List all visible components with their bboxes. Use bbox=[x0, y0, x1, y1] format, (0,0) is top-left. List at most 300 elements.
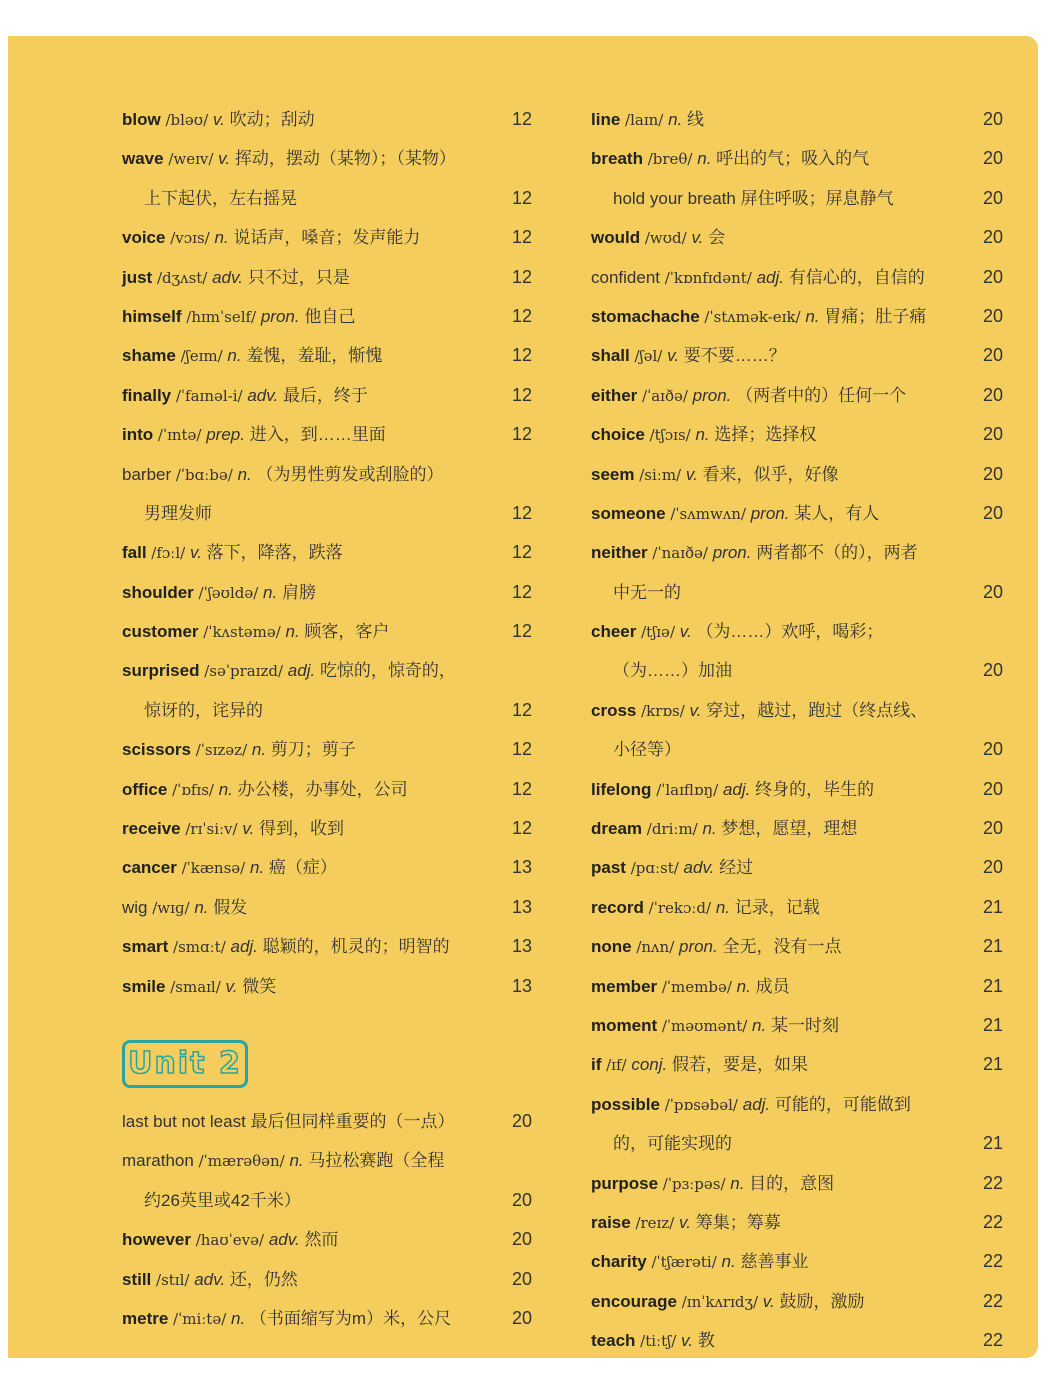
entry-text bbox=[591, 415, 816, 455]
entry-text bbox=[122, 1299, 451, 1339]
vocab-entry bbox=[591, 258, 1003, 297]
entry-page-number: 20 bbox=[982, 424, 1003, 445]
entry-part-of-speech: n. bbox=[249, 858, 265, 878]
entry-word: would bbox=[591, 228, 641, 248]
entry-meaning: 还，仍然 bbox=[229, 1269, 298, 1289]
entry-phonetic: /wʊd/ bbox=[644, 229, 687, 248]
entry-part-of-speech: v. bbox=[762, 1291, 775, 1311]
entry-text bbox=[122, 218, 420, 258]
entry-word: someone bbox=[591, 503, 666, 523]
vocab-entry bbox=[122, 809, 532, 848]
entry-continued-meaning: （为……）加油 bbox=[613, 661, 732, 681]
entry-phonetic: /ˈkɒnfɪdənt/ bbox=[664, 268, 752, 287]
entry-text bbox=[591, 1242, 808, 1282]
entry-page-number: 12 bbox=[511, 542, 532, 563]
unit-heading: Unit 2 bbox=[128, 1046, 242, 1082]
entry-part-of-speech: n. bbox=[285, 622, 300, 642]
entry-word: cheer bbox=[591, 622, 637, 642]
entry-word: record bbox=[591, 897, 644, 917]
entry-page-number: 22 bbox=[982, 1172, 1003, 1193]
entry-meaning: 微笑 bbox=[242, 976, 277, 996]
entry-part-of-speech: n. bbox=[715, 897, 731, 917]
entry-phonetic: /ˈməʊmənt/ bbox=[661, 1016, 748, 1035]
entry-word: finally bbox=[122, 385, 172, 405]
entry-phonetic: /ˈkænsə/ bbox=[181, 859, 246, 878]
entry-meaning: 假若，要是，如果 bbox=[671, 1055, 808, 1075]
entry-text bbox=[591, 809, 857, 849]
entry-text bbox=[122, 651, 456, 691]
entry-word: shall bbox=[591, 346, 630, 366]
entry-meaning: 胃痛；肚子痛 bbox=[824, 306, 927, 326]
entry-phonetic: /ˈsʌmwʌn/ bbox=[670, 504, 746, 523]
entry-continuation bbox=[122, 179, 532, 218]
entry-page-number: 20 bbox=[982, 739, 1003, 760]
entry-meaning: （书面缩写为m）米，公尺 bbox=[249, 1308, 452, 1328]
vocab-list-right bbox=[591, 100, 1003, 1361]
entry-part-of-speech: pron. bbox=[712, 543, 752, 563]
entry-phonetic: /ˈstʌmək-eɪk/ bbox=[704, 307, 801, 326]
vocab-entry bbox=[591, 1282, 1003, 1321]
entry-text bbox=[122, 1102, 455, 1141]
entry-meaning: 可能的，可能做到 bbox=[774, 1094, 911, 1114]
vocab-entry bbox=[591, 533, 1003, 572]
entry-word: dream bbox=[591, 819, 643, 839]
entry-text bbox=[591, 376, 906, 416]
entry-part-of-speech: v. bbox=[212, 110, 225, 129]
entry-part-of-speech: n. bbox=[695, 425, 710, 445]
entry-continuation bbox=[591, 1124, 1003, 1163]
entry-page-number: 20 bbox=[982, 778, 1003, 799]
entry-text bbox=[591, 258, 925, 298]
vocab-entry bbox=[122, 848, 532, 887]
entry-word: member bbox=[591, 976, 658, 996]
entry-text bbox=[122, 297, 355, 337]
entry-page-number: 20 bbox=[511, 1189, 532, 1210]
entry-continued-meaning: hold your breath 屏住呼吸；屏息静气 bbox=[613, 188, 894, 208]
entry-word: wig bbox=[122, 897, 148, 917]
entry-text bbox=[122, 139, 456, 179]
vocab-entry bbox=[591, 1085, 1003, 1124]
entry-phonetic: /laɪn/ bbox=[625, 111, 664, 129]
entry-meaning: 经过 bbox=[719, 858, 754, 878]
entry-text bbox=[122, 573, 316, 613]
entry-phonetic: /dʒʌst/ bbox=[156, 268, 208, 287]
vocabulary-page bbox=[8, 36, 1038, 1358]
entry-part-of-speech: pron. bbox=[692, 385, 732, 405]
entry-page-number: 12 bbox=[511, 621, 532, 642]
entry-meaning: （为男性剪发或刮脸的） bbox=[256, 464, 444, 484]
entry-word: shame bbox=[122, 346, 176, 366]
vocab-entry bbox=[591, 1321, 1003, 1360]
entry-page-number: 13 bbox=[511, 896, 532, 917]
entry-phonetic: /ˈbɑːbə/ bbox=[175, 465, 233, 484]
entry-phonetic: /ˈsɪzəz/ bbox=[195, 741, 248, 760]
entry-phonetic: /ˈkʌstəmə/ bbox=[203, 623, 281, 642]
entry-word: still bbox=[122, 1269, 152, 1289]
entry-word: marathon bbox=[122, 1151, 194, 1171]
entry-word: breath bbox=[591, 149, 643, 169]
entry-word: neither bbox=[591, 543, 648, 563]
entry-word: past bbox=[591, 858, 626, 878]
entry-page-number: 22 bbox=[982, 1211, 1003, 1232]
entry-part-of-speech: n. bbox=[231, 1308, 246, 1328]
entry-page-number: 12 bbox=[511, 581, 532, 602]
entry-word: possible bbox=[591, 1094, 660, 1114]
entry-phonetic: /ˈaɪðə/ bbox=[642, 386, 688, 405]
entry-part-of-speech: adv. bbox=[247, 385, 279, 405]
entry-text bbox=[122, 770, 408, 810]
entry-part-of-speech: adv. bbox=[194, 1269, 226, 1289]
entry-text bbox=[122, 455, 444, 495]
entry-text bbox=[122, 1141, 444, 1181]
entry-page-number: 21 bbox=[982, 975, 1003, 996]
vocab-entry bbox=[122, 258, 532, 297]
entry-page-number: 20 bbox=[982, 660, 1003, 681]
entry-page-number: 20 bbox=[982, 818, 1003, 839]
entry-meaning: 聪颖的，机灵的；明智的 bbox=[262, 937, 450, 957]
entry-word: smart bbox=[122, 937, 169, 957]
vocab-entry bbox=[591, 494, 1003, 533]
entry-word: moment bbox=[591, 1015, 658, 1035]
entry-text bbox=[122, 888, 247, 928]
entry-text bbox=[591, 927, 841, 967]
entry-text bbox=[122, 967, 276, 1007]
entry-phonetic: /ɪnˈkʌrɪdʒ/ bbox=[681, 1292, 759, 1311]
entry-meaning: 羞愧，羞耻，惭愧 bbox=[246, 346, 383, 366]
entry-meaning: 目的，意图 bbox=[749, 1173, 835, 1193]
entry-page-number: 12 bbox=[511, 424, 532, 445]
entry-page-number: 12 bbox=[511, 778, 532, 799]
entry-meaning: 进入，到……里面 bbox=[249, 425, 386, 445]
entry-word: customer bbox=[122, 622, 199, 642]
entry-part-of-speech: v. bbox=[189, 543, 202, 563]
entry-text bbox=[122, 533, 343, 573]
entry-part-of-speech: n. bbox=[227, 346, 242, 366]
entry-meaning: 某人，有人 bbox=[794, 503, 880, 523]
entry-text bbox=[591, 179, 894, 218]
entry-text bbox=[122, 612, 389, 652]
entry-part-of-speech: adv. bbox=[212, 267, 243, 287]
entry-meaning: 只不过，只是 bbox=[247, 267, 350, 287]
entry-word: choice bbox=[591, 425, 645, 445]
entry-page-number: 21 bbox=[982, 936, 1003, 957]
entry-meaning: 有信心的，自信的 bbox=[788, 267, 925, 287]
entry-part-of-speech: n. bbox=[668, 110, 683, 129]
entry-text bbox=[122, 809, 344, 849]
entry-phonetic: /krɒs/ bbox=[641, 701, 685, 720]
entry-text bbox=[591, 1203, 781, 1243]
entry-phonetic: /stɪl/ bbox=[156, 1270, 190, 1289]
entry-part-of-speech: v. bbox=[680, 1331, 693, 1351]
entry-phonetic: /ʃəl/ bbox=[634, 347, 663, 366]
vocab-entry bbox=[591, 1045, 1003, 1084]
entry-page-number: 22 bbox=[982, 1290, 1003, 1311]
entry-meaning: 癌（症） bbox=[268, 858, 337, 878]
entry-word: voice bbox=[122, 228, 166, 248]
entry-page-number: 20 bbox=[982, 384, 1003, 405]
entry-page-number: 12 bbox=[511, 305, 532, 326]
entry-continuation bbox=[591, 651, 1003, 690]
unit-heading-badge bbox=[122, 1040, 248, 1088]
entry-phonetic: /ˈfaɪnəl-i/ bbox=[175, 386, 243, 405]
vocab-entry bbox=[122, 415, 532, 454]
vocab-entry bbox=[591, 848, 1003, 887]
entry-part-of-speech: prep. bbox=[206, 425, 245, 445]
entry-meaning: （为……）欢呼，喝彩； bbox=[696, 622, 884, 642]
entry-phonetic: /tʃɔɪs/ bbox=[649, 426, 691, 445]
entry-meaning: 马拉松赛跑（全程 bbox=[308, 1151, 445, 1171]
entry-word: encourage bbox=[591, 1291, 677, 1311]
vocab-entry bbox=[591, 100, 1003, 139]
vocab-entry bbox=[591, 1242, 1003, 1281]
vocab-entry bbox=[122, 376, 532, 415]
entry-text bbox=[122, 848, 337, 888]
entry-phonetic: /pɑːst/ bbox=[630, 859, 679, 878]
entry-phonetic: /vɔɪs/ bbox=[170, 229, 210, 248]
entry-word: lifelong bbox=[591, 779, 652, 799]
entry-meaning: 教 bbox=[697, 1331, 715, 1351]
entry-meaning: 假发 bbox=[213, 897, 248, 917]
entry-continuation bbox=[122, 1181, 532, 1220]
vocab-entry bbox=[122, 651, 532, 690]
vocab-entry bbox=[122, 533, 532, 572]
entry-phonetic: /ʃeɪm/ bbox=[180, 347, 223, 366]
entry-part-of-speech: pron. bbox=[260, 306, 300, 326]
entry-part-of-speech: n. bbox=[697, 149, 712, 169]
entry-meaning: 梦想，愿望，理想 bbox=[721, 819, 858, 839]
left-column bbox=[122, 100, 532, 1338]
entry-text bbox=[591, 888, 820, 928]
entry-page-number: 20 bbox=[982, 227, 1003, 248]
vocab-entry bbox=[591, 1203, 1003, 1242]
entry-text bbox=[591, 1321, 715, 1361]
right-column bbox=[591, 100, 1003, 1361]
entry-continuation bbox=[591, 179, 1003, 218]
entry-page-number: 20 bbox=[982, 345, 1003, 366]
entry-page-number: 20 bbox=[982, 463, 1003, 484]
entry-text bbox=[591, 139, 869, 179]
entry-page-number: 20 bbox=[982, 187, 1003, 208]
entry-word: confident bbox=[591, 267, 660, 287]
entry-text bbox=[591, 612, 883, 652]
entry-part-of-speech: v. bbox=[685, 464, 698, 484]
entry-part-of-speech: v. bbox=[242, 819, 255, 839]
entry-meaning: 要不要……？ bbox=[683, 346, 786, 366]
vocab-entry bbox=[122, 297, 532, 336]
entry-phonetic: /ˈmiːtə/ bbox=[173, 1309, 227, 1328]
entry-text bbox=[591, 100, 704, 140]
entry-part-of-speech: n. bbox=[251, 740, 267, 760]
entry-page-number: 21 bbox=[982, 1054, 1003, 1075]
entry-continued-meaning: 的，可能实现的 bbox=[613, 1134, 732, 1154]
entry-page-number: 20 bbox=[982, 148, 1003, 169]
entry-text bbox=[591, 967, 790, 1007]
entry-meaning: 鼓励，激励 bbox=[779, 1291, 865, 1311]
entry-text bbox=[591, 455, 839, 495]
vocab-entry bbox=[591, 139, 1003, 178]
entry-phonetic: /ˈɪntə/ bbox=[157, 426, 202, 445]
entry-phonetic: /səˈpraɪzd/ bbox=[204, 662, 284, 681]
entry-word: just bbox=[122, 267, 153, 287]
entry-continuation bbox=[591, 730, 1003, 769]
entry-page-number: 13 bbox=[511, 857, 532, 878]
entry-meaning: 线 bbox=[687, 110, 704, 129]
entry-word: teach bbox=[591, 1331, 636, 1351]
entry-phonetic: /nʌn/ bbox=[636, 938, 675, 957]
entry-page-number: 12 bbox=[511, 345, 532, 366]
entry-page-number: 12 bbox=[511, 384, 532, 405]
entry-word: cross bbox=[591, 700, 637, 720]
entry-word: smile bbox=[122, 976, 166, 996]
entry-part-of-speech: n. bbox=[721, 1252, 736, 1272]
entry-continued-meaning: 中无一的 bbox=[613, 582, 681, 602]
entry-page-number: 20 bbox=[982, 857, 1003, 878]
entry-text bbox=[122, 1220, 338, 1260]
entry-text bbox=[591, 848, 753, 888]
entry-word: cancer bbox=[122, 858, 177, 878]
vocab-entry bbox=[122, 730, 532, 769]
entry-phonetic: /smɑːt/ bbox=[173, 938, 226, 957]
entry-text bbox=[122, 100, 315, 140]
entry-part-of-speech: n. bbox=[702, 819, 717, 839]
entry-page-number: 13 bbox=[511, 975, 532, 996]
entry-word: metre bbox=[122, 1308, 169, 1328]
entry-meaning: 成员 bbox=[755, 976, 790, 996]
entry-text bbox=[591, 533, 918, 573]
entry-text bbox=[591, 1164, 834, 1204]
entry-text bbox=[122, 691, 263, 730]
entry-meaning: 看来，似乎，好像 bbox=[702, 464, 839, 484]
vocab-entry bbox=[591, 927, 1003, 966]
vocab-entry bbox=[122, 100, 532, 139]
entry-meaning: 说话声，嗓音；发声能力 bbox=[233, 228, 421, 248]
vocab-entry bbox=[122, 1141, 532, 1180]
entry-phonetic: /ˈɒfɪs/ bbox=[172, 780, 214, 799]
entry-text bbox=[122, 494, 212, 533]
entry-page-number: 20 bbox=[982, 305, 1003, 326]
vocab-entry bbox=[122, 1220, 532, 1259]
entry-word: line bbox=[591, 110, 621, 129]
entry-meaning: 吃惊的，惊奇的， bbox=[319, 661, 456, 681]
entry-text bbox=[122, 1181, 301, 1220]
entry-meaning: 慈善事业 bbox=[740, 1252, 809, 1272]
entry-part-of-speech: v. bbox=[689, 700, 702, 720]
entry-meaning: （两者中的）任何一个 bbox=[736, 385, 907, 405]
entry-phonetic: /bləʊ/ bbox=[165, 111, 209, 129]
entry-phonetic: /wɪɡ/ bbox=[152, 898, 190, 917]
entry-text bbox=[591, 1045, 808, 1085]
entry-phonetic: /hɪmˈself/ bbox=[186, 307, 257, 326]
entry-word: charity bbox=[591, 1252, 647, 1272]
entry-text bbox=[591, 573, 681, 612]
entry-meaning: 剪刀；剪子 bbox=[270, 740, 356, 760]
entry-phonetic: /ˈʃəʊldə/ bbox=[198, 583, 259, 602]
entry-text bbox=[122, 179, 297, 218]
entry-page-number: 22 bbox=[982, 1330, 1003, 1351]
entry-page-number: 20 bbox=[511, 1110, 532, 1131]
entry-phonetic: /weɪv/ bbox=[168, 150, 214, 169]
entry-continuation bbox=[122, 691, 532, 730]
entry-meaning: 吹动；刮动 bbox=[229, 110, 315, 129]
entry-text bbox=[122, 336, 382, 376]
entry-part-of-speech: n. bbox=[218, 779, 233, 799]
vocab-entry bbox=[122, 139, 532, 178]
entry-word: seem bbox=[591, 464, 635, 484]
vocab-entry bbox=[591, 455, 1003, 494]
entry-meaning: 终身的，毕生的 bbox=[755, 779, 875, 799]
entry-phonetic: /rɪˈsiːv/ bbox=[185, 820, 238, 839]
vocab-entry bbox=[122, 336, 532, 375]
entry-part-of-speech: adv. bbox=[683, 858, 715, 878]
entry-page-number: 20 bbox=[982, 581, 1003, 602]
entry-meaning: 办公楼，办事处，公司 bbox=[237, 779, 408, 799]
vocab-entry bbox=[122, 888, 532, 927]
entry-page-number: 20 bbox=[982, 502, 1003, 523]
vocab-entry bbox=[122, 612, 532, 651]
entry-word: however bbox=[122, 1230, 191, 1250]
entry-part-of-speech: n. bbox=[752, 1015, 767, 1035]
entry-word: wave bbox=[122, 149, 164, 169]
entry-part-of-speech: v. bbox=[691, 228, 704, 248]
entry-part-of-speech: conj. bbox=[631, 1055, 668, 1075]
entry-part-of-speech: n. bbox=[214, 228, 229, 248]
vocab-entry bbox=[591, 612, 1003, 651]
entry-page-number: 12 bbox=[511, 266, 532, 287]
vocab-entry bbox=[591, 376, 1003, 415]
entry-page-number: 21 bbox=[982, 1014, 1003, 1035]
vocab-entry bbox=[591, 336, 1003, 375]
vocab-entry bbox=[591, 888, 1003, 927]
entry-text bbox=[122, 415, 386, 455]
entry-meaning: 记录，记载 bbox=[734, 897, 820, 917]
entry-phonetic: /ˈpɜːpəs/ bbox=[662, 1174, 726, 1193]
entry-page-number: 12 bbox=[511, 227, 532, 248]
entry-part-of-speech: adj. bbox=[756, 267, 784, 287]
entry-meaning: 挥动，摆动（某物）；（某物） bbox=[234, 149, 456, 169]
entry-phonetic: /ˈpɒsəbəl/ bbox=[664, 1095, 738, 1114]
entry-part-of-speech: n. bbox=[194, 897, 209, 917]
entry-part-of-speech: n. bbox=[237, 464, 252, 484]
entry-phonetic: /ˈnaɪðə/ bbox=[652, 544, 708, 563]
entry-part-of-speech: adj. bbox=[742, 1094, 771, 1114]
entry-phonetic: /haʊˈevə/ bbox=[195, 1231, 265, 1250]
entry-meaning: 穿过，越过，跑过（终点线、 bbox=[706, 700, 928, 720]
entry-part-of-speech: n. bbox=[289, 1151, 304, 1171]
entry-phonetic: /ˈrekɔːd/ bbox=[648, 898, 712, 917]
vocab-entry bbox=[591, 1006, 1003, 1045]
entry-word: into bbox=[122, 425, 154, 445]
entry-meaning: 顾客，客户 bbox=[304, 622, 390, 642]
entry-phonetic: /reɪz/ bbox=[635, 1213, 675, 1232]
vocab-entry bbox=[122, 927, 532, 966]
entry-word: last but not least bbox=[122, 1111, 246, 1131]
entry-page-number: 12 bbox=[511, 109, 532, 129]
entry-word: shoulder bbox=[122, 582, 194, 602]
entry-page-number: 20 bbox=[982, 266, 1003, 287]
entry-text bbox=[591, 1282, 864, 1322]
entry-meaning: 会 bbox=[708, 228, 726, 248]
entry-word: stomachache bbox=[591, 306, 700, 326]
entry-phonetic: /ˈmembə/ bbox=[661, 977, 732, 996]
entry-word: either bbox=[591, 385, 638, 405]
entry-continuation bbox=[591, 573, 1003, 612]
entry-meaning: 最后，终于 bbox=[282, 385, 368, 405]
vocab-entry bbox=[122, 770, 532, 809]
entry-phonetic: /tiːtʃ/ bbox=[640, 1332, 677, 1351]
entry-meaning: 最后但同样重要的（一点） bbox=[250, 1111, 455, 1131]
entry-part-of-speech: n. bbox=[263, 582, 278, 602]
vocab-entry bbox=[122, 455, 532, 494]
